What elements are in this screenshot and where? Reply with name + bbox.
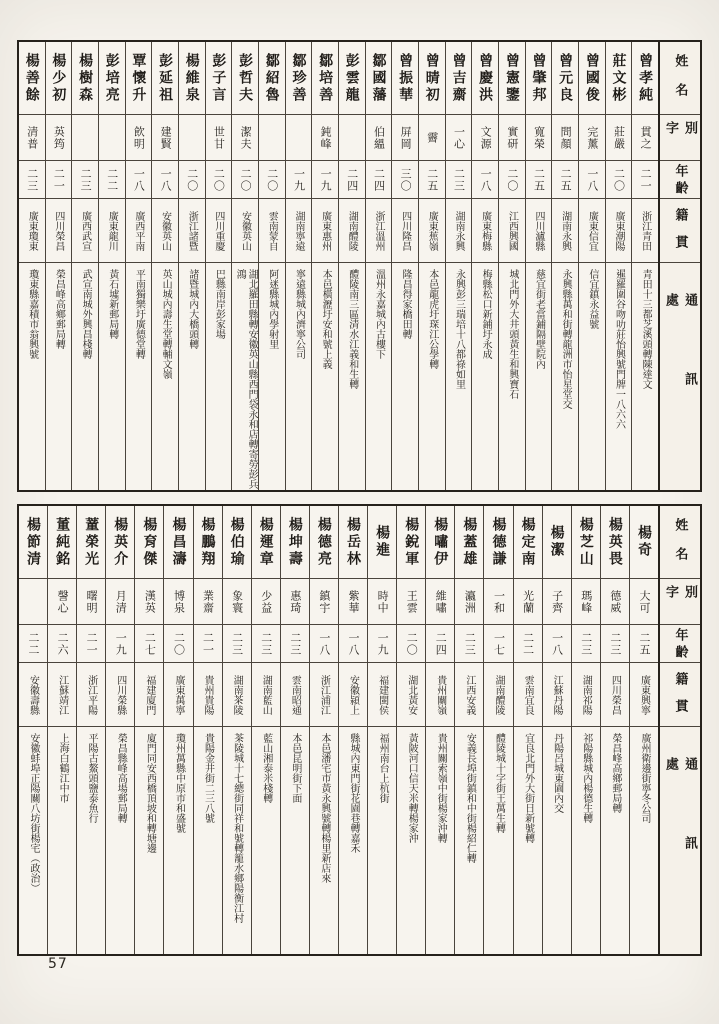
entry-zi (19, 578, 47, 624)
entry-column (454, 506, 483, 954)
entry-age: 二一 (632, 160, 658, 198)
entry-column (280, 506, 309, 954)
entry-column (367, 506, 396, 954)
entry-native: 安徽壽縣 (19, 662, 47, 726)
entry-address: 諸暨城內大橋頭轉 (179, 262, 205, 490)
entry-address: 本邑龍虎圩琛江公學轉 (419, 262, 445, 490)
entry-zi: 漢英 (135, 578, 163, 624)
entry-native: 四川榮昌 (601, 662, 629, 726)
entry-zi: 文源 (472, 114, 498, 160)
header-age-label: 年齡 (660, 624, 700, 662)
entry-address: 醴陵南三區清水江義和生轉 (339, 262, 365, 490)
entry-address: 廈門同安西橋頂坡和轉塘邊 (135, 726, 163, 954)
entry-zi: 光蘭 (514, 578, 542, 624)
entry-native: 廣西平南 (126, 198, 152, 262)
entry-address: 榮昌峰高鄉郵局轉 (601, 726, 629, 954)
entry-name: 楊進 (374, 525, 391, 559)
entry-zi: 子齊 (543, 578, 571, 624)
directory-table-top (17, 40, 702, 492)
entry-column (513, 506, 542, 954)
entry-name: 楊英畏 (606, 516, 623, 568)
entry-age: 二三 (223, 624, 251, 662)
entry-native: 雲南宜良 (514, 662, 542, 726)
entry-zi: 惠琦 (281, 578, 309, 624)
entry-zi: 博泉 (164, 578, 192, 624)
entry-native: 江蘇靖江 (48, 662, 76, 726)
entry-native: 安徽英山 (232, 198, 258, 262)
entry-name: 彭延祖 (157, 52, 174, 104)
entry-address: 榮昌縣峰高場郵局轉 (106, 726, 134, 954)
entry-native: 廣東龍川 (99, 198, 125, 262)
entry-native: 安徽潁上 (339, 662, 367, 726)
entry-column (418, 42, 445, 490)
entry-address: 隆昌得家橋田轉 (392, 262, 418, 490)
entry-column (483, 506, 512, 954)
entry-column (425, 506, 454, 954)
entry-address: 梅縣松口新鋪圩永成 (472, 262, 498, 490)
entry-address: 平南獨樂圩廣德堂轉 (126, 262, 152, 490)
entry-name: 楊銳軍 (403, 516, 420, 568)
entry-name: 楊蓋雄 (461, 516, 478, 568)
entry-native: 四川隆昌 (392, 198, 418, 262)
entry-name: 莊文彬 (610, 52, 627, 104)
directory-table-bottom (17, 504, 702, 956)
entry-address: 茶陵城十七總街同祥和號轉籠水鄉陽衡江村 (223, 726, 251, 954)
entry-age: 一七 (484, 624, 512, 662)
entry-native: 湖南藍山 (252, 662, 280, 726)
entry-column (163, 506, 192, 954)
entry-address: 城北門外大井頭黃生和興寶石 (499, 262, 525, 490)
entry-name: 彭哲夫 (237, 52, 254, 104)
entry-address: 廣州衛邊街寧冬公司 (630, 726, 658, 954)
entry-address: 祁陽縣城內楊德生轉 (572, 726, 600, 954)
header-name-label: 姓名 (672, 518, 688, 576)
entry-column (338, 42, 365, 490)
entry-name: 楊樹森 (77, 52, 94, 104)
entry-zi: 潔夫 (232, 114, 258, 160)
entry-native: 湖南永興 (446, 198, 472, 262)
entry-address: 英山城內壽生堂轉輔文嶺 (152, 262, 178, 490)
field-header-column (658, 506, 700, 954)
entry-name: 曾孝純 (637, 52, 654, 104)
entry-native: 浙江溫州 (366, 198, 392, 262)
entry-zi: 維嘯 (426, 578, 454, 624)
entry-zi: 月清 (106, 578, 134, 624)
entry-name: 彭雲龍 (343, 52, 360, 104)
entry-age: 二五 (419, 160, 445, 198)
entry-column (231, 42, 258, 490)
entry-column (45, 42, 72, 490)
entry-address: 瓊州萬縣中原市和盛號 (164, 726, 192, 954)
entry-zi: 曙明 (77, 578, 105, 624)
entry-name: 楊鵬翔 (199, 516, 216, 568)
entry-zi: 鈍峰 (312, 114, 338, 160)
entry-native: 四川重慶 (206, 198, 232, 262)
entry-zi (179, 114, 205, 160)
entry-native: 廣東萬寧 (164, 662, 192, 726)
entry-zi: 鎮宇 (310, 578, 338, 624)
entry-native: 浙江平陽 (77, 662, 105, 726)
entry-native: 湖南寧遠 (286, 198, 312, 262)
entry-name: 楊奇 (635, 525, 652, 559)
entry-age: 二四 (366, 160, 392, 198)
header-address-label: 通訊處 (660, 262, 700, 490)
entry-zi: 瑪峰 (572, 578, 600, 624)
header-native-label: 籍貫 (660, 662, 700, 726)
entry-zi: 莊嚴 (606, 114, 632, 160)
entry-zi (339, 114, 365, 160)
entry-address: 縣城內東門街花園巷轉嘉禾 (339, 726, 367, 954)
entry-age: 二一 (194, 624, 222, 662)
entry-age: 一九 (368, 624, 396, 662)
entry-column (205, 42, 232, 490)
entry-column (445, 42, 472, 490)
entry-address: 青田十三都芝溪頭轉陳達文 (632, 262, 658, 490)
entry-name: 彭培亮 (103, 52, 120, 104)
entry-age: 一八 (579, 160, 605, 198)
entry-age: 一八 (472, 160, 498, 198)
entry-column (498, 42, 525, 490)
entry-age: 二〇 (606, 160, 632, 198)
entry-address: 平陽古鰲頭鹽泰魚行 (77, 726, 105, 954)
entry-column (151, 42, 178, 490)
entry-age: 二一 (77, 624, 105, 662)
header-name-label: 姓名 (672, 54, 688, 112)
entry-age: 一九 (312, 160, 338, 198)
entry-name: 楊芝山 (577, 516, 594, 568)
entry-zi (286, 114, 312, 160)
entry-native: 廣東瓊東 (19, 198, 45, 262)
entry-native: 四川榮縣 (106, 662, 134, 726)
entry-native: 廣東惠州 (312, 198, 338, 262)
entry-address: 湖北羅田縣轉安徽英山縣西門袋永和店轉寄勞彭兵鴻 (232, 262, 258, 490)
entry-column (71, 42, 98, 490)
entry-age: 二〇 (164, 624, 192, 662)
entry-zi: 紫華 (339, 578, 367, 624)
entry-native: 安徽英山 (152, 198, 178, 262)
entry-zi: 伯縕 (366, 114, 392, 160)
entry-column (391, 42, 418, 490)
entry-native: 四川瀘縣 (526, 198, 552, 262)
header-zi-label: 別字 (660, 114, 700, 160)
entry-name: 楊伯瑜 (228, 516, 245, 568)
entry-address: 安義長埠街鎮和中街楊紹仁轉 (455, 726, 483, 954)
entry-zi: 大可 (630, 578, 658, 624)
entry-address: 永興彭三瑞培十八都祿如里 (446, 262, 472, 490)
entry-name: 楊善餘 (23, 52, 40, 104)
entry-zi: 屏岡 (392, 114, 418, 160)
entry-address: 藍山湘泰米棧轉 (252, 726, 280, 954)
entry-address: 本邑昆明街下面 (281, 726, 309, 954)
header-address-label: 通訊處 (660, 726, 700, 954)
entry-age: 二四 (339, 160, 365, 198)
entry-column (578, 42, 605, 490)
entry-column (125, 42, 152, 490)
entry-zi: 建賢 (152, 114, 178, 160)
entry-zi: 象寰 (223, 578, 251, 624)
entry-age: 二〇 (206, 160, 232, 198)
entry-native: 廣東潮陽 (606, 198, 632, 262)
entry-native: 湖北黃安 (397, 662, 425, 726)
entry-column (222, 506, 251, 954)
entry-native: 湖南茶陵 (223, 662, 251, 726)
entry-column (19, 506, 47, 954)
entry-address: 慈宜街老當鋪隔壁院內 (526, 262, 552, 490)
entry-native: 湖南醴陵 (484, 662, 512, 726)
entry-name: 蕫榮光 (83, 516, 100, 568)
entry-zi: 霽 (419, 114, 445, 160)
entry-name: 楊定南 (519, 516, 536, 568)
entry-column (285, 42, 312, 490)
entry-column (605, 42, 632, 490)
entry-name: 曾晴初 (423, 52, 440, 104)
entry-age: 二三 (455, 624, 483, 662)
entry-address: 巴縣南岸彭家場 (206, 262, 232, 490)
entry-zi: 一和 (484, 578, 512, 624)
entry-name: 鄒培善 (317, 52, 334, 104)
entry-zi (72, 114, 98, 160)
entry-age: 一八 (310, 624, 338, 662)
entry-age: 二〇 (179, 160, 205, 198)
entry-zi: 飲明 (126, 114, 152, 160)
entry-column (629, 506, 658, 954)
entry-address: 宜良北門外大街日新號轉 (514, 726, 542, 954)
entry-column (525, 42, 552, 490)
entry-column (542, 506, 571, 954)
entry-native: 廣東信宜 (579, 198, 605, 262)
entry-native: 雲南蒙自 (259, 198, 285, 262)
entry-name: 楊嘯伊 (432, 516, 449, 568)
entry-address: 本邑潘宅市黃永興號轉楊里新店來 (310, 726, 338, 954)
entry-name: 曾肇邦 (530, 52, 547, 104)
entry-age: 二〇 (232, 160, 258, 198)
entry-zi: 瀛洲 (455, 578, 483, 624)
entry-age: 一八 (543, 624, 571, 662)
entry-name: 曾慶洪 (477, 52, 494, 104)
header-age-label: 年齡 (660, 160, 700, 198)
entry-address: 貴陽金井街二三八號 (194, 726, 222, 954)
entry-name: 曾憲鑒 (503, 52, 520, 104)
entry-column (251, 506, 280, 954)
entry-age: 二三 (252, 624, 280, 662)
entry-zi: 德威 (601, 578, 629, 624)
entry-zi: 完薰 (579, 114, 605, 160)
entry-column (134, 506, 163, 954)
entry-column (19, 42, 45, 490)
entry-column (105, 506, 134, 954)
entry-native: 廣東梅縣 (472, 198, 498, 262)
entry-zi: 英筠 (46, 114, 72, 160)
entry-name: 鄒國藩 (370, 52, 387, 104)
entry-name: 楊岳林 (345, 516, 362, 568)
entry-name: 楊育傑 (141, 516, 158, 568)
entry-address: 武宣南城外興昌棧轉 (72, 262, 98, 490)
page-number: 57 (48, 956, 68, 972)
entry-name: 楊節清 (24, 516, 41, 568)
entry-age: 二五 (552, 160, 578, 198)
entry-name: 楊德亮 (315, 516, 332, 568)
entry-address: 黃陂河口信天米轉楊家沖 (397, 726, 425, 954)
entry-native: 江蘇丹陽 (543, 662, 571, 726)
entry-native: 浙江浦江 (310, 662, 338, 726)
entry-age: 一九 (286, 160, 312, 198)
entry-age: 二七 (135, 624, 163, 662)
entry-name: 曾振華 (397, 52, 414, 104)
entry-zi: 寬榮 (526, 114, 552, 160)
entry-address: 本邑橫瀝圩安和號上義 (312, 262, 338, 490)
entry-address: 暹羅圍谷吻叻莊怡興號門牌一八六六 (606, 262, 632, 490)
entry-zi (99, 114, 125, 160)
entry-zi: 時中 (368, 578, 396, 624)
entry-age: 二五 (526, 160, 552, 198)
entry-native: 江西安義 (455, 662, 483, 726)
entry-zi: 世甘 (206, 114, 232, 160)
entry-column (600, 506, 629, 954)
entry-zi: 少益 (252, 578, 280, 624)
entry-name: 董純銘 (54, 516, 71, 568)
entry-address: 阿迷縣城內學射里 (259, 262, 285, 490)
entry-address: 醴陵城十字街王萬生轉 (484, 726, 512, 954)
entry-column (193, 506, 222, 954)
entry-name: 覃懷升 (130, 52, 147, 104)
entry-address: 瓊東縣嘉積市翁興號 (19, 262, 45, 490)
entry-address: 榮昌峰高鄉郵局轉 (46, 262, 72, 490)
entry-address: 安徽蚌埠正陽關八坊街楊宅（政治） (19, 726, 47, 954)
entry-age: 二三 (19, 160, 45, 198)
entry-age: 二〇 (499, 160, 525, 198)
entry-column (258, 42, 285, 490)
entry-age: 二一 (46, 160, 72, 198)
entry-age: 一八 (126, 160, 152, 198)
field-header-column (658, 42, 700, 490)
entry-column (309, 506, 338, 954)
entry-native: 貴州貴陽 (194, 662, 222, 726)
entry-address: 上海白鶴江中市 (48, 726, 76, 954)
entry-zi: 謦心 (48, 578, 76, 624)
entry-name: 曾國俊 (583, 52, 600, 104)
entry-column (471, 42, 498, 490)
entry-address: 永興縣萬和街轉龍洲市怡星堂交 (552, 262, 578, 490)
entry-native: 湖南祁陽 (572, 662, 600, 726)
entry-native: 廣東興寧 (630, 662, 658, 726)
entry-age: 二三 (446, 160, 472, 198)
entry-age: 二三 (572, 624, 600, 662)
entry-native: 湖南醴陵 (339, 198, 365, 262)
entry-zi: 清普 (19, 114, 45, 160)
header-zi-label: 別字 (660, 578, 700, 624)
entry-zi: 貫之 (632, 114, 658, 160)
entry-native: 雲南昭通 (281, 662, 309, 726)
entry-native: 浙江諸暨 (179, 198, 205, 262)
entry-column (76, 506, 105, 954)
entry-age: 二〇 (397, 624, 425, 662)
entry-age: 二四 (426, 624, 454, 662)
entry-column (396, 506, 425, 954)
entry-address: 信宜鎮永益號 (579, 262, 605, 490)
entry-column (338, 506, 367, 954)
entry-age: 一九 (106, 624, 134, 662)
entry-name: 曾吉齋 (450, 52, 467, 104)
entry-age: 三〇 (392, 160, 418, 198)
entry-age: 一八 (339, 624, 367, 662)
entry-address: 福州南台上杭街 (368, 726, 396, 954)
entry-name: 鄒紹魯 (263, 52, 280, 104)
entry-name: 楊德謙 (490, 516, 507, 568)
entry-name: 楊昌濤 (170, 516, 187, 568)
entry-zi: 業齋 (194, 578, 222, 624)
entry-column (47, 506, 76, 954)
entry-native: 湖南永興 (552, 198, 578, 262)
entry-address: 黃石墟新郵局轉 (99, 262, 125, 490)
entry-native: 廣西武宣 (72, 198, 98, 262)
entry-column (98, 42, 125, 490)
entry-name: 楊少初 (50, 52, 67, 104)
entry-column (631, 42, 658, 490)
entry-age: 一八 (152, 160, 178, 198)
entry-native: 貴州關嶺 (426, 662, 454, 726)
entry-column (311, 42, 338, 490)
entry-native: 廣東蕉嶺 (419, 198, 445, 262)
entry-age: 二二 (19, 624, 47, 662)
entry-native: 福建閩侯 (368, 662, 396, 726)
entry-name: 楊維泉 (183, 52, 200, 104)
entry-column (178, 42, 205, 490)
entry-name: 彭子言 (210, 52, 227, 104)
entry-address: 寧遠縣城內濟寧公司 (286, 262, 312, 490)
entry-native: 浙江青田 (632, 198, 658, 262)
entry-age: 二〇 (259, 160, 285, 198)
entry-native: 江西興國 (499, 198, 525, 262)
entry-name: 曾元良 (557, 52, 574, 104)
entry-name: 楊坤壽 (286, 516, 303, 568)
entry-native: 福建廈門 (135, 662, 163, 726)
entry-address: 丹陽呂城東園內交 (543, 726, 571, 954)
entry-name: 鄒珍善 (290, 52, 307, 104)
entry-address: 溫州永嘉城內古樓下 (366, 262, 392, 490)
entry-age: 二五 (630, 624, 658, 662)
header-native-label: 籍貫 (660, 198, 700, 262)
entry-age: 二二 (99, 160, 125, 198)
entry-column (571, 506, 600, 954)
entry-age: 二六 (48, 624, 76, 662)
entry-zi: 實研 (499, 114, 525, 160)
entry-column (551, 42, 578, 490)
entry-age: 二二 (514, 624, 542, 662)
entry-name: 楊運章 (257, 516, 274, 568)
entry-name: 楊英介 (112, 516, 129, 568)
entry-native: 四川榮昌 (46, 198, 72, 262)
entry-name: 楊潔 (548, 525, 565, 559)
entry-column (365, 42, 392, 490)
entry-zi (259, 114, 285, 160)
entry-zi: 一心 (446, 114, 472, 160)
entry-zi: 王雲 (397, 578, 425, 624)
entry-age: 二三 (601, 624, 629, 662)
entry-age: 二三 (281, 624, 309, 662)
entry-zi: 問顏 (552, 114, 578, 160)
entry-age: 二三 (72, 160, 98, 198)
entry-address: 貴州關索嶺中街楊家沖轉 (426, 726, 454, 954)
